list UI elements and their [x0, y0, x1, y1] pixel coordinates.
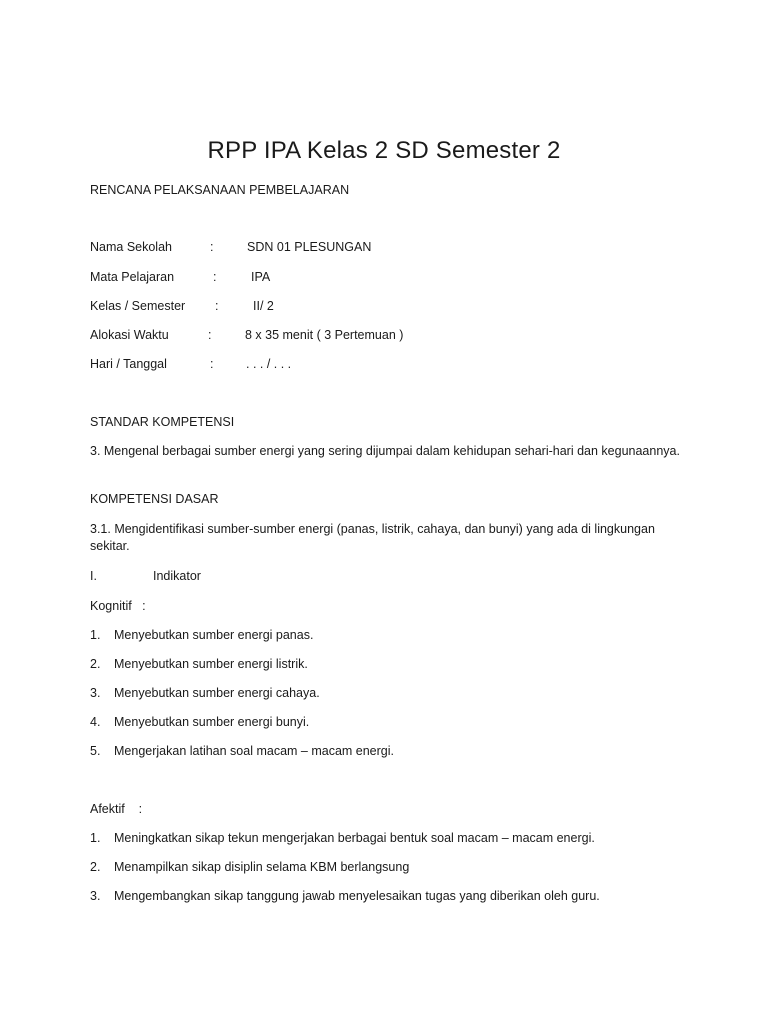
list-item-number: 2.: [90, 860, 101, 874]
identity-colon: :: [208, 328, 212, 342]
list-item: Menampilkan sikap disiplin selama KBM berlangsung: [114, 860, 410, 874]
document-subtitle: RENCANA PELAKSANAAN PEMBELAJARAN: [90, 183, 350, 197]
list-item: Meningkatkan sikap tekun mengerjakan berbagai bentuk soal macam – macam energi.: [114, 831, 595, 845]
list-item-number: 1.: [90, 628, 101, 642]
kognitif-heading: Kognitif :: [90, 599, 146, 613]
list-item: Mengembangkan sikap tanggung jawab menyelesaikan tugas yang diberikan oleh guru.: [114, 889, 600, 903]
identity-label-time: Alokasi Waktu: [90, 328, 169, 342]
list-item: Menyebutkan sumber energi cahaya.: [114, 686, 320, 700]
list-item: Menyebutkan sumber energi panas.: [114, 628, 314, 642]
list-item-number: 5.: [90, 744, 101, 758]
document-title: RPP IPA Kelas 2 SD Semester 2: [207, 137, 561, 164]
list-item: Menyebutkan sumber energi bunyi.: [114, 715, 310, 729]
list-item-number: 1.: [90, 831, 101, 845]
identity-colon: :: [215, 299, 219, 313]
list-item-number: 3.: [90, 889, 101, 903]
indikator-number: I.: [90, 569, 97, 583]
standar-heading: STANDAR KOMPETENSI: [90, 415, 235, 429]
dasar-heading: KOMPETENSI DASAR: [90, 492, 219, 506]
list-item: Mengerjakan latihan soal macam – macam energi.: [114, 744, 394, 758]
indikator-label: Indikator: [153, 569, 201, 583]
afektif-heading: Afektif :: [90, 802, 143, 816]
list-item-number: 4.: [90, 715, 101, 729]
standar-text: 3. Mengenal berbagai sumber energi yang sering dijumpai dalam kehidupan sehari-hari dan kegunaannya.: [90, 444, 680, 458]
identity-colon: :: [210, 240, 214, 254]
identity-value-date: . . . / . . .: [246, 357, 292, 371]
identity-label-school: Nama Sekolah: [90, 240, 172, 254]
list-item-number: 2.: [90, 657, 101, 671]
identity-label-subject: Mata Pelajaran: [90, 270, 175, 284]
identity-colon: :: [210, 357, 214, 371]
list-item: Menyebutkan sumber energi listrik.: [114, 657, 308, 671]
dasar-text: 3.1. Mengidentifikasi sumber-sumber energi (panas, listrik, cahaya, dan bunyi) yang ada di lingkungan sekitar.: [90, 522, 655, 553]
list-item-number: 3.: [90, 686, 101, 700]
identity-colon: :: [213, 270, 217, 284]
identity-value-class: II/ 2: [253, 299, 274, 313]
identity-label-date: Hari / Tanggal: [90, 357, 167, 371]
identity-label-class: Kelas / Semester: [90, 299, 186, 313]
identity-value-subject: IPA: [251, 270, 271, 284]
identity-value-school: SDN 01 PLESUNGAN: [247, 240, 372, 254]
identity-value-time: 8 x 35 menit ( 3 Pertemuan ): [245, 328, 404, 342]
